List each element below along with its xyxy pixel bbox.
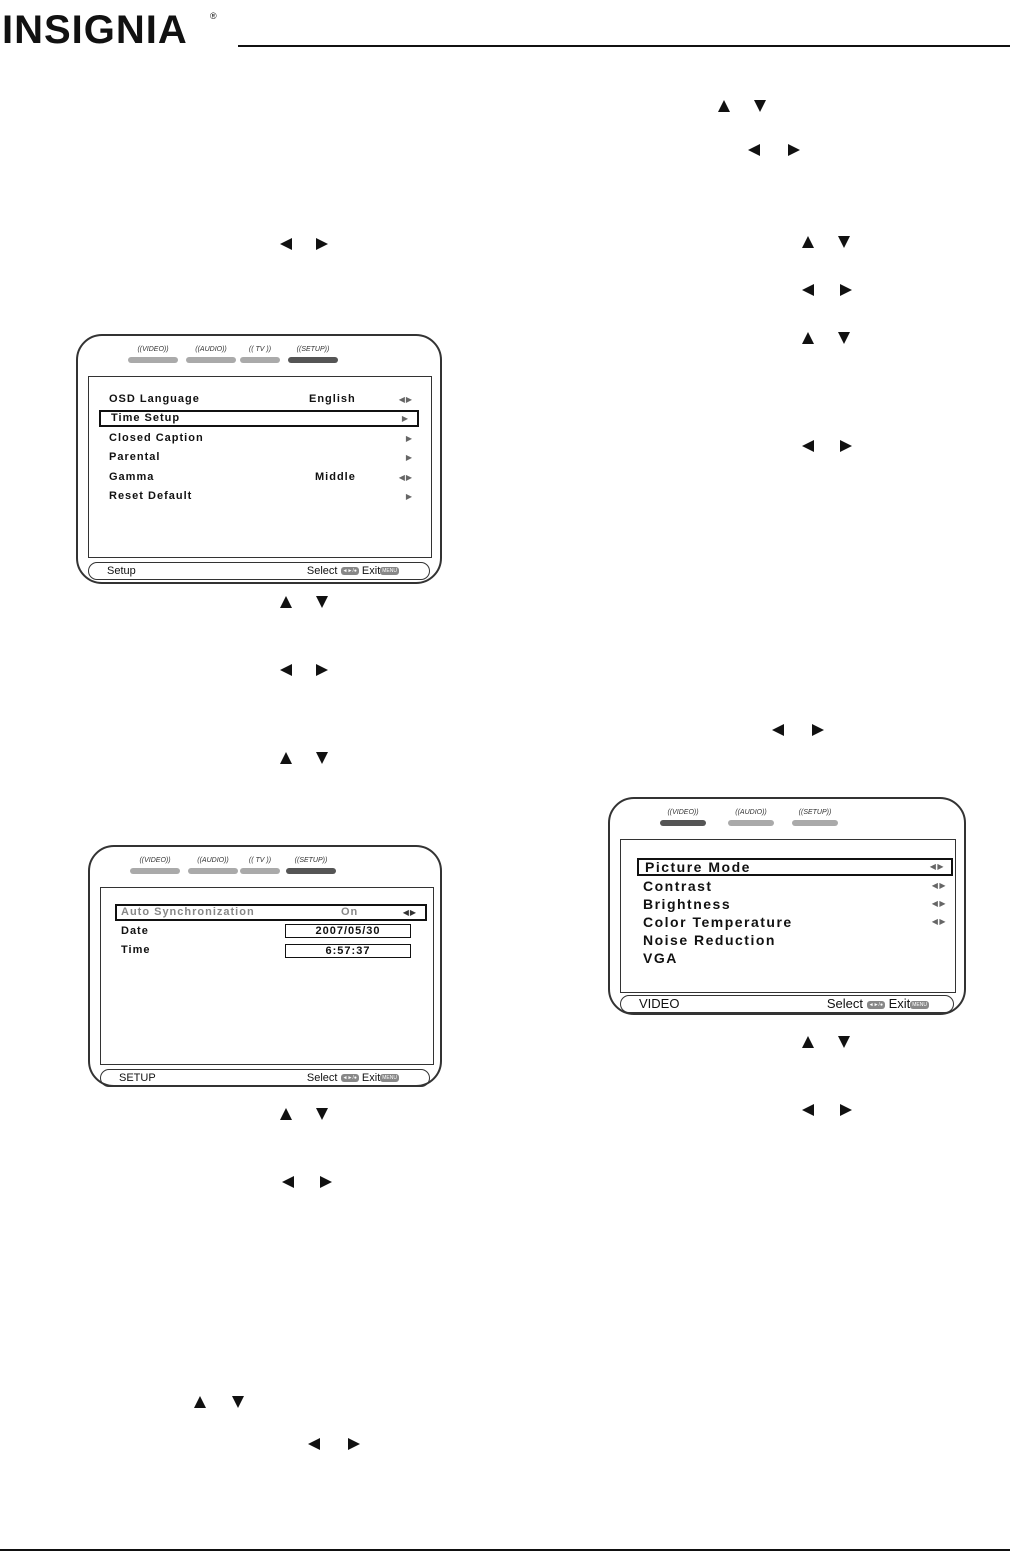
status-hints: Select ◄►/● Exit MENU bbox=[826, 996, 927, 1011]
up-arrow-icon bbox=[280, 1108, 292, 1120]
setup-menu-screen bbox=[88, 376, 432, 558]
tab-audio[interactable]: ((AUDIO)) bbox=[186, 344, 236, 363]
down-arrow-icon bbox=[316, 1108, 328, 1120]
select-key-icon: ◄►/● bbox=[342, 1075, 357, 1082]
status-title: Setup bbox=[107, 565, 136, 577]
left-arrow-icon bbox=[280, 664, 292, 676]
menu-item-closed-caption[interactable]: Closed Caption ▶ bbox=[99, 430, 421, 447]
setup-menu-statusbar bbox=[88, 562, 430, 580]
right-arrow-icon bbox=[788, 144, 800, 156]
up-arrow-icon bbox=[718, 100, 730, 112]
down-arrow-icon bbox=[232, 1396, 244, 1408]
select-key-icon: ◄►/● bbox=[342, 568, 357, 575]
up-arrow-icon bbox=[802, 236, 814, 248]
footer-rule bbox=[0, 1549, 1010, 1551]
select-key-icon: ◄►/● bbox=[868, 1001, 883, 1008]
right-arrow-icon bbox=[840, 284, 852, 296]
status-hints: Select ◄►/● Exit MENU bbox=[306, 565, 397, 577]
menu-item-vga[interactable]: VGA bbox=[643, 950, 678, 966]
left-arrow-icon bbox=[308, 1438, 320, 1450]
brand-name: INSIGNIA bbox=[2, 8, 188, 52]
time-setup-statusbar bbox=[100, 1069, 430, 1087]
menu-item-reset-default[interactable]: Reset Default ▶ bbox=[99, 488, 421, 505]
down-arrow-icon bbox=[838, 1036, 850, 1048]
status-hints: Select ◄►/● Exit MENU bbox=[306, 1072, 397, 1084]
time-setup-osd bbox=[88, 845, 442, 1087]
down-arrow-icon bbox=[316, 752, 328, 764]
left-right-indicator-icon: ◀▶ bbox=[398, 395, 413, 404]
left-right-indicator-icon: ◀▶ bbox=[929, 862, 945, 871]
menu-item-noise-reduction[interactable]: Noise Reduction bbox=[643, 932, 776, 948]
date-field[interactable]: 2007/05/30 bbox=[285, 924, 411, 938]
left-arrow-icon bbox=[282, 1176, 294, 1188]
status-title: VIDEO bbox=[639, 996, 680, 1011]
up-arrow-icon bbox=[280, 752, 292, 764]
tab-audio[interactable]: ((AUDIO)) bbox=[188, 855, 238, 874]
right-arrow-icon bbox=[840, 1104, 852, 1116]
right-arrow-icon bbox=[812, 724, 824, 736]
left-right-indicator-icon: ◀▶ bbox=[398, 473, 413, 482]
up-arrow-icon bbox=[194, 1396, 206, 1408]
tab-setup[interactable]: ((SETUP)) bbox=[288, 344, 338, 363]
menu-item-osd-language[interactable]: OSD Language English ◀▶ bbox=[99, 391, 421, 408]
setup-menu-tabs bbox=[128, 344, 390, 370]
menu-item-auto-synchronization[interactable]: Auto Synchronization On ◀▶ bbox=[115, 904, 427, 921]
left-arrow-icon bbox=[802, 284, 814, 296]
down-arrow-icon bbox=[316, 596, 328, 608]
left-arrow-icon bbox=[802, 440, 814, 452]
up-arrow-icon bbox=[280, 596, 292, 608]
left-arrow-icon bbox=[802, 1104, 814, 1116]
left-arrow-icon bbox=[280, 238, 292, 250]
menu-item-time[interactable]: Time bbox=[121, 944, 151, 956]
right-arrow-icon bbox=[320, 1176, 332, 1188]
menu-item-time-setup[interactable]: Time Setup ▶ bbox=[99, 410, 419, 427]
left-right-indicator-icon: ◀▶ bbox=[402, 908, 417, 917]
brand-logo bbox=[2, 4, 222, 56]
menu-key-icon: MENU bbox=[382, 568, 397, 575]
status-title: SETUP bbox=[119, 1072, 156, 1084]
menu-item-gamma[interactable]: Gamma Middle ◀▶ bbox=[99, 469, 421, 486]
video-menu-osd bbox=[608, 797, 966, 1015]
menu-item-brightness[interactable]: Brightness ◀▶ bbox=[643, 896, 947, 912]
right-arrow-icon bbox=[316, 238, 328, 250]
tab-tv[interactable]: (( TV )) bbox=[240, 344, 280, 363]
menu-item-picture-mode[interactable]: Picture Mode ◀▶ bbox=[637, 858, 953, 876]
registered-mark: ® bbox=[210, 11, 218, 21]
right-indicator-icon: ▶ bbox=[405, 434, 413, 443]
tab-setup[interactable]: ((SETUP)) bbox=[286, 855, 336, 874]
tab-video[interactable]: ((VIDEO)) bbox=[660, 807, 706, 826]
down-arrow-icon bbox=[754, 100, 766, 112]
menu-key-icon: MENU bbox=[382, 1075, 397, 1082]
up-arrow-icon bbox=[802, 1036, 814, 1048]
video-menu-screen bbox=[620, 839, 956, 993]
setup-menu-osd bbox=[76, 334, 442, 584]
menu-item-contrast[interactable]: Contrast ◀▶ bbox=[643, 878, 947, 894]
right-indicator-icon: ▶ bbox=[405, 453, 413, 462]
up-arrow-icon bbox=[802, 332, 814, 344]
down-arrow-icon bbox=[838, 332, 850, 344]
left-right-indicator-icon: ◀▶ bbox=[931, 881, 947, 890]
tab-tv[interactable]: (( TV )) bbox=[240, 855, 280, 874]
left-arrow-icon bbox=[748, 144, 760, 156]
down-arrow-icon bbox=[838, 236, 850, 248]
header-rule bbox=[238, 45, 1010, 47]
tab-setup[interactable]: ((SETUP)) bbox=[792, 807, 838, 826]
menu-item-color-temperature[interactable]: Color Temperature ◀▶ bbox=[643, 914, 947, 930]
right-arrow-icon bbox=[316, 664, 328, 676]
tab-video[interactable]: ((VIDEO)) bbox=[130, 855, 180, 874]
video-menu-tabs bbox=[660, 807, 914, 833]
menu-item-parental[interactable]: Parental ▶ bbox=[99, 449, 421, 466]
tab-audio[interactable]: ((AUDIO)) bbox=[728, 807, 774, 826]
right-arrow-icon bbox=[348, 1438, 360, 1450]
left-right-indicator-icon: ◀▶ bbox=[931, 917, 947, 926]
menu-key-icon: MENU bbox=[912, 1001, 927, 1008]
right-arrow-icon bbox=[840, 440, 852, 452]
right-indicator-icon: ▶ bbox=[405, 492, 413, 501]
right-indicator-icon: ▶ bbox=[401, 414, 409, 423]
time-setup-tabs bbox=[130, 855, 390, 881]
left-arrow-icon bbox=[772, 724, 784, 736]
video-menu-statusbar bbox=[620, 995, 954, 1013]
left-right-indicator-icon: ◀▶ bbox=[931, 899, 947, 908]
tab-video[interactable]: ((VIDEO)) bbox=[128, 344, 178, 363]
menu-item-date[interactable]: Date bbox=[121, 925, 149, 937]
time-setup-screen bbox=[100, 887, 434, 1065]
time-field[interactable]: 6:57:37 bbox=[285, 944, 411, 958]
